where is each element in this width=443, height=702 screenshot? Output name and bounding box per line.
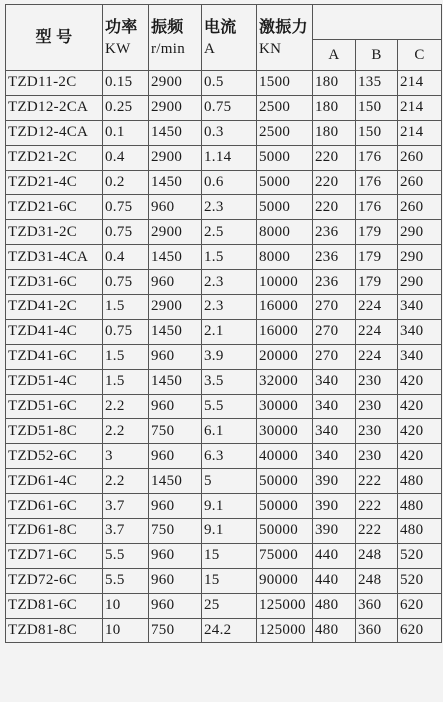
cell-model: TZD11-2C — [6, 71, 103, 96]
cell-model: TZD51-8C — [6, 419, 103, 444]
cell-dim-a: 180 — [313, 120, 356, 145]
table-row — [6, 593, 442, 618]
cell-dim-a: 480 — [313, 618, 356, 643]
table-row — [6, 494, 442, 519]
cell-power: 0.2 — [103, 170, 149, 195]
table-row — [6, 519, 442, 544]
cell-dim-b: 179 — [356, 245, 398, 270]
cell-current: 3.9 — [202, 344, 257, 369]
cell-dim-c: 260 — [398, 170, 442, 195]
cell-power: 3.7 — [103, 519, 149, 544]
cell-dim-c: 520 — [398, 543, 442, 568]
cell-frequency: 1450 — [149, 170, 202, 195]
header-power: 功率 KW — [103, 5, 149, 71]
cell-frequency: 1450 — [149, 369, 202, 394]
table-row — [6, 344, 442, 369]
cell-dim-c: 290 — [398, 270, 442, 295]
cell-force: 2500 — [257, 120, 313, 145]
cell-power: 0.25 — [103, 95, 149, 120]
spec-table — [5, 4, 442, 643]
cell-dim-b: 176 — [356, 195, 398, 220]
cell-power: 5.5 — [103, 568, 149, 593]
cell-dim-c: 420 — [398, 394, 442, 419]
cell-power: 0.75 — [103, 220, 149, 245]
cell-current: 0.5 — [202, 71, 257, 96]
cell-dim-a: 390 — [313, 469, 356, 494]
cell-current: 0.6 — [202, 170, 257, 195]
cell-frequency: 960 — [149, 543, 202, 568]
cell-current: 0.3 — [202, 120, 257, 145]
cell-power: 3 — [103, 444, 149, 469]
cell-force: 20000 — [257, 344, 313, 369]
cell-dim-b: 222 — [356, 494, 398, 519]
cell-dim-c: 340 — [398, 344, 442, 369]
cell-frequency: 1450 — [149, 120, 202, 145]
cell-power: 0.15 — [103, 71, 149, 96]
cell-force: 30000 — [257, 394, 313, 419]
cell-force: 75000 — [257, 543, 313, 568]
cell-power: 0.4 — [103, 145, 149, 170]
cell-dim-a: 390 — [313, 519, 356, 544]
cell-frequency: 2900 — [149, 145, 202, 170]
cell-current: 6.3 — [202, 444, 257, 469]
cell-current: 6.1 — [202, 419, 257, 444]
cell-current: 24.2 — [202, 618, 257, 643]
cell-dim-c: 420 — [398, 369, 442, 394]
cell-power: 0.75 — [103, 319, 149, 344]
cell-force: 50000 — [257, 519, 313, 544]
cell-frequency: 2900 — [149, 95, 202, 120]
cell-dim-c: 340 — [398, 295, 442, 320]
cell-current: 2.3 — [202, 295, 257, 320]
cell-model: TZD72-6C — [6, 568, 103, 593]
cell-current: 0.75 — [202, 95, 257, 120]
cell-model: TZD51-4C — [6, 369, 103, 394]
cell-model: TZD31-4CA — [6, 245, 103, 270]
cell-dim-a: 440 — [313, 568, 356, 593]
cell-dim-a: 440 — [313, 543, 356, 568]
header-dim-c: C — [398, 40, 442, 71]
table-row — [6, 618, 442, 643]
cell-power: 0.75 — [103, 195, 149, 220]
cell-model: TZD52-6C — [6, 444, 103, 469]
table-row — [6, 369, 442, 394]
cell-dim-b: 222 — [356, 519, 398, 544]
cell-current: 9.1 — [202, 494, 257, 519]
table-row — [6, 71, 442, 96]
cell-dim-a: 270 — [313, 344, 356, 369]
cell-model: TZD41-2C — [6, 295, 103, 320]
header-model: 型 号 — [6, 5, 103, 71]
cell-frequency: 960 — [149, 195, 202, 220]
cell-current: 5.5 — [202, 394, 257, 419]
cell-dim-a: 270 — [313, 319, 356, 344]
cell-dim-b: 222 — [356, 469, 398, 494]
cell-dim-b: 179 — [356, 270, 398, 295]
cell-model: TZD41-6C — [6, 344, 103, 369]
cell-force: 8000 — [257, 220, 313, 245]
cell-dim-b: 150 — [356, 120, 398, 145]
table-row — [6, 170, 442, 195]
cell-dim-b: 248 — [356, 568, 398, 593]
cell-force: 90000 — [257, 568, 313, 593]
cell-force: 5000 — [257, 170, 313, 195]
cell-dim-b: 224 — [356, 295, 398, 320]
cell-dim-b: 360 — [356, 618, 398, 643]
cell-power: 10 — [103, 618, 149, 643]
cell-force: 30000 — [257, 419, 313, 444]
cell-model: TZD21-2C — [6, 145, 103, 170]
cell-dim-b: 224 — [356, 344, 398, 369]
cell-force: 50000 — [257, 469, 313, 494]
cell-frequency: 1450 — [149, 319, 202, 344]
cell-dim-a: 220 — [313, 170, 356, 195]
table-row — [6, 319, 442, 344]
cell-power: 2.2 — [103, 394, 149, 419]
cell-dim-b: 150 — [356, 95, 398, 120]
cell-force: 1500 — [257, 71, 313, 96]
cell-current: 15 — [202, 568, 257, 593]
cell-force: 50000 — [257, 494, 313, 519]
cell-frequency: 750 — [149, 419, 202, 444]
table-row — [6, 145, 442, 170]
cell-current: 3.5 — [202, 369, 257, 394]
cell-current: 2.3 — [202, 195, 257, 220]
table-row — [6, 394, 442, 419]
cell-current: 2.5 — [202, 220, 257, 245]
cell-current: 25 — [202, 593, 257, 618]
cell-model: TZD51-6C — [6, 394, 103, 419]
cell-dim-c: 260 — [398, 195, 442, 220]
cell-model: TZD12-4CA — [6, 120, 103, 145]
cell-model: TZD81-8C — [6, 618, 103, 643]
cell-dim-c: 620 — [398, 618, 442, 643]
cell-frequency: 960 — [149, 270, 202, 295]
cell-power: 0.1 — [103, 120, 149, 145]
cell-model: TZD31-2C — [6, 220, 103, 245]
cell-dim-a: 220 — [313, 195, 356, 220]
cell-force: 125000 — [257, 593, 313, 618]
cell-frequency: 750 — [149, 618, 202, 643]
cell-force: 2500 — [257, 95, 313, 120]
cell-power: 2.2 — [103, 419, 149, 444]
table-row — [6, 543, 442, 568]
cell-dim-c: 260 — [398, 145, 442, 170]
cell-current: 5 — [202, 469, 257, 494]
cell-frequency: 2900 — [149, 71, 202, 96]
cell-dim-c: 214 — [398, 71, 442, 96]
cell-dim-a: 180 — [313, 95, 356, 120]
cell-force: 8000 — [257, 245, 313, 270]
table-row — [6, 95, 442, 120]
cell-dim-a: 180 — [313, 71, 356, 96]
cell-dim-a: 270 — [313, 295, 356, 320]
table-row — [6, 270, 442, 295]
cell-frequency: 2900 — [149, 220, 202, 245]
cell-frequency: 960 — [149, 593, 202, 618]
cell-power: 0.75 — [103, 270, 149, 295]
cell-force: 5000 — [257, 145, 313, 170]
cell-model: TZD31-6C — [6, 270, 103, 295]
cell-current: 1.14 — [202, 145, 257, 170]
cell-dim-a: 340 — [313, 369, 356, 394]
header-force: 激振力 KN — [257, 5, 313, 71]
cell-dim-b: 230 — [356, 369, 398, 394]
cell-power: 0.4 — [103, 245, 149, 270]
cell-current: 9.1 — [202, 519, 257, 544]
cell-frequency: 960 — [149, 568, 202, 593]
table-row — [6, 469, 442, 494]
cell-model: TZD41-4C — [6, 319, 103, 344]
cell-model: TZD61-8C — [6, 519, 103, 544]
cell-power: 2.2 — [103, 469, 149, 494]
cell-frequency: 960 — [149, 394, 202, 419]
cell-dim-c: 480 — [398, 469, 442, 494]
cell-dim-c: 290 — [398, 245, 442, 270]
cell-model: TZD61-6C — [6, 494, 103, 519]
table-row — [6, 295, 442, 320]
cell-current: 2.3 — [202, 270, 257, 295]
cell-dim-a: 236 — [313, 220, 356, 245]
cell-dim-c: 620 — [398, 593, 442, 618]
cell-frequency: 1450 — [149, 245, 202, 270]
cell-dim-b: 176 — [356, 170, 398, 195]
cell-dim-a: 220 — [313, 145, 356, 170]
cell-power: 5.5 — [103, 543, 149, 568]
cell-frequency: 2900 — [149, 295, 202, 320]
cell-force: 10000 — [257, 270, 313, 295]
cell-model: TZD81-6C — [6, 593, 103, 618]
cell-model: TZD21-4C — [6, 170, 103, 195]
cell-dim-b: 230 — [356, 444, 398, 469]
table-row — [6, 444, 442, 469]
cell-dim-a: 236 — [313, 245, 356, 270]
table-row — [6, 120, 442, 145]
table-row — [6, 568, 442, 593]
cell-current: 1.5 — [202, 245, 257, 270]
header-current: 电流 A — [202, 5, 257, 71]
header-dim-a: A — [313, 40, 356, 71]
header-frequency: 振频 r/min — [149, 5, 202, 71]
cell-force: 125000 — [257, 618, 313, 643]
cell-dim-b: 230 — [356, 419, 398, 444]
cell-force: 40000 — [257, 444, 313, 469]
cell-dim-b: 176 — [356, 145, 398, 170]
cell-dim-b: 248 — [356, 543, 398, 568]
table-row — [6, 220, 442, 245]
cell-dim-c: 214 — [398, 95, 442, 120]
cell-dim-c: 214 — [398, 120, 442, 145]
cell-dim-c: 290 — [398, 220, 442, 245]
table-row — [6, 419, 442, 444]
cell-force: 5000 — [257, 195, 313, 220]
cell-dim-a: 480 — [313, 593, 356, 618]
cell-dim-a: 390 — [313, 494, 356, 519]
cell-force: 32000 — [257, 369, 313, 394]
cell-dim-b: 135 — [356, 71, 398, 96]
cell-dim-b: 224 — [356, 319, 398, 344]
cell-model: TZD12-2CA — [6, 95, 103, 120]
cell-power: 1.5 — [103, 344, 149, 369]
cell-dim-a: 340 — [313, 444, 356, 469]
cell-model: TZD61-4C — [6, 469, 103, 494]
cell-dim-b: 179 — [356, 220, 398, 245]
cell-dim-c: 520 — [398, 568, 442, 593]
table-row — [6, 195, 442, 220]
cell-frequency: 960 — [149, 494, 202, 519]
cell-model: TZD71-6C — [6, 543, 103, 568]
cell-current: 15 — [202, 543, 257, 568]
header-dim-b: B — [356, 40, 398, 71]
cell-force: 16000 — [257, 295, 313, 320]
cell-dim-c: 480 — [398, 519, 442, 544]
cell-dim-a: 236 — [313, 270, 356, 295]
cell-frequency: 750 — [149, 519, 202, 544]
cell-dim-a: 340 — [313, 419, 356, 444]
cell-dim-a: 340 — [313, 394, 356, 419]
cell-frequency: 960 — [149, 444, 202, 469]
cell-force: 16000 — [257, 319, 313, 344]
cell-dim-b: 230 — [356, 394, 398, 419]
cell-dim-c: 420 — [398, 444, 442, 469]
cell-model: TZD21-6C — [6, 195, 103, 220]
header-dimensions-group — [313, 5, 442, 40]
cell-current: 2.1 — [202, 319, 257, 344]
cell-power: 1.5 — [103, 369, 149, 394]
cell-frequency: 1450 — [149, 469, 202, 494]
cell-dim-b: 360 — [356, 593, 398, 618]
cell-power: 3.7 — [103, 494, 149, 519]
cell-power: 10 — [103, 593, 149, 618]
cell-power: 1.5 — [103, 295, 149, 320]
cell-frequency: 960 — [149, 344, 202, 369]
cell-dim-c: 420 — [398, 419, 442, 444]
cell-dim-c: 340 — [398, 319, 442, 344]
cell-dim-c: 480 — [398, 494, 442, 519]
table-row — [6, 245, 442, 270]
